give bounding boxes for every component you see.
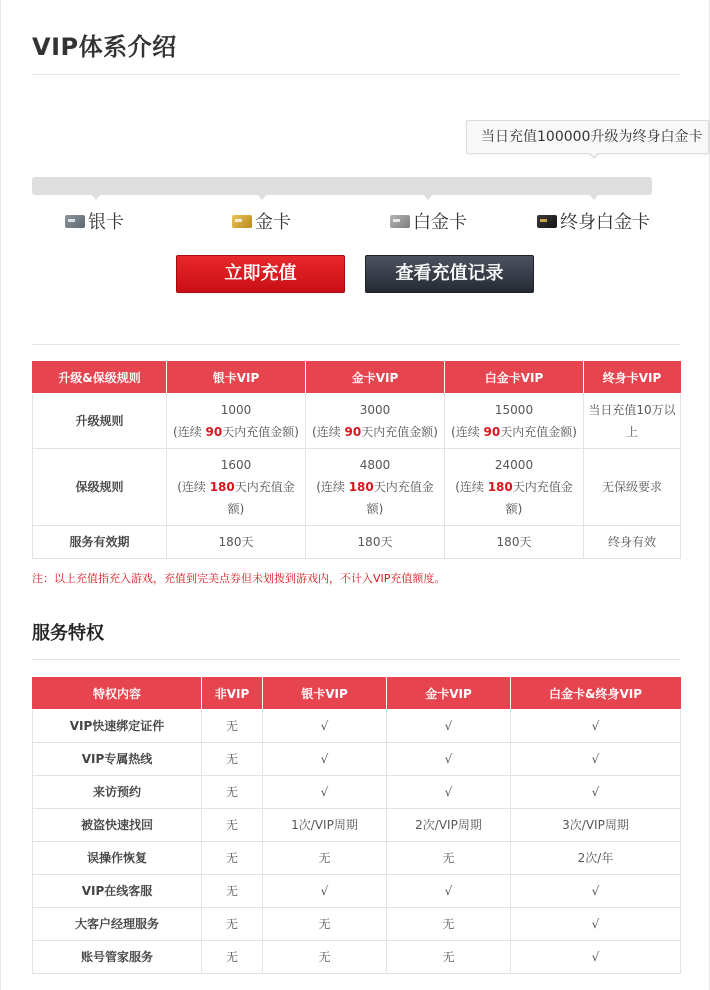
- amount: 4800: [359, 458, 391, 472]
- recharge-note: 注：以上充值指充入游戏，充值到完美点券但未划拨到游戏内，不计入VIP充值额度。: [32, 572, 446, 585]
- platinum-card-icon: [390, 215, 410, 228]
- table-header: 金卡VIP: [306, 361, 445, 394]
- privilege-value: √: [511, 743, 681, 776]
- privilege-value: 无: [263, 908, 387, 941]
- privilege-name: 误操作恢复: [33, 842, 202, 875]
- recharge-history-button[interactable]: 查看充值记录: [365, 255, 534, 293]
- table-row: [33, 809, 681, 842]
- cell-text: 天内充值金额): [366, 480, 434, 516]
- divider: [32, 659, 680, 660]
- table-header: 升级&保级规则: [33, 361, 167, 394]
- privilege-value: 无: [202, 875, 263, 908]
- privilege-value: √: [387, 776, 511, 809]
- cell-text: (连续: [177, 480, 210, 494]
- privilege-value: 无: [202, 710, 263, 743]
- privilege-value: √: [387, 875, 511, 908]
- privilege-value: 1次/VIP周期: [263, 809, 387, 842]
- table-header: 特权内容: [33, 677, 202, 710]
- amount: 15000: [494, 403, 534, 417]
- cell-text: (连续: [173, 425, 206, 439]
- days-highlight: 90: [205, 425, 223, 439]
- privilege-value: 3次/VIP周期: [511, 809, 681, 842]
- tooltip-arrow-fill: [589, 152, 599, 157]
- level-label: 白金卡: [413, 212, 467, 233]
- table-cell: 180天: [445, 526, 584, 559]
- table-header: 白金卡VIP: [445, 361, 584, 394]
- table-header: 金卡VIP: [387, 677, 511, 710]
- table-row: [33, 776, 681, 809]
- days-highlight: 180: [487, 480, 513, 494]
- privilege-value: 无: [387, 941, 511, 974]
- cell-text: 天内充值金额): [222, 425, 299, 439]
- privilege-value: √: [511, 908, 681, 941]
- level-platinum: [390, 209, 467, 233]
- divider: [32, 74, 680, 75]
- table-row: [33, 526, 681, 559]
- table-row: [33, 842, 681, 875]
- row-label: 服务有效期: [33, 526, 167, 559]
- table-row: [33, 394, 681, 449]
- privilege-value: √: [263, 875, 387, 908]
- table-header: 银卡VIP: [263, 677, 387, 710]
- silver-card-icon: [65, 215, 85, 228]
- table-row: [33, 449, 681, 526]
- level-tooltip: 当日充值100000升级为终身白金卡: [466, 120, 709, 154]
- table-cell: [445, 394, 584, 449]
- days-highlight: 90: [483, 425, 501, 439]
- divider: [32, 344, 680, 345]
- days-highlight: 180: [348, 480, 374, 494]
- table-cell: [445, 449, 584, 526]
- table-row: [33, 875, 681, 908]
- amount: 24000: [494, 458, 534, 472]
- section-title: 服务特权: [32, 623, 104, 644]
- cell-text: (连续: [312, 425, 345, 439]
- table-header: 非VIP: [202, 677, 263, 710]
- privilege-value: 2次/年: [511, 842, 681, 875]
- privilege-value: 无: [202, 908, 263, 941]
- privilege-value: √: [263, 743, 387, 776]
- amount: 1000: [220, 403, 252, 417]
- privilege-value: √: [511, 941, 681, 974]
- privilege-value: √: [511, 875, 681, 908]
- amount: 3000: [359, 403, 391, 417]
- privileges-table: [32, 677, 681, 974]
- days-highlight: 90: [344, 425, 362, 439]
- level-notch: [423, 194, 433, 200]
- privilege-name: 被盗快速找回: [33, 809, 202, 842]
- level-notch: [589, 194, 599, 200]
- table-cell: [306, 394, 445, 449]
- table-row: [33, 941, 681, 974]
- level-silver: [65, 209, 124, 233]
- level-notch: [257, 194, 267, 200]
- rules-table: [32, 361, 681, 559]
- table-row: [33, 908, 681, 941]
- cell-text: (连续: [316, 480, 349, 494]
- privilege-value: √: [387, 710, 511, 743]
- privilege-name: 来访预约: [33, 776, 202, 809]
- table-header-row: [33, 677, 681, 710]
- level-gold: [232, 209, 291, 233]
- privilege-name: 大客户经理服务: [33, 908, 202, 941]
- privilege-value: √: [263, 710, 387, 743]
- level-label: 银卡: [88, 212, 124, 233]
- table-header: 白金卡&终身VIP: [511, 677, 681, 710]
- table-header: 银卡VIP: [167, 361, 306, 394]
- privilege-name: VIP在线客服: [33, 875, 202, 908]
- privilege-value: 无: [263, 941, 387, 974]
- privilege-value: 2次/VIP周期: [387, 809, 511, 842]
- recharge-button[interactable]: 立即充值: [176, 255, 345, 293]
- amount: 1600: [220, 458, 252, 472]
- privilege-value: 无: [202, 842, 263, 875]
- days-highlight: 180: [209, 480, 235, 494]
- table-cell: [167, 449, 306, 526]
- privilege-value: 无: [202, 809, 263, 842]
- cell-text: 天内充值金额): [505, 480, 573, 516]
- table-row: [33, 743, 681, 776]
- level-lifetime: [537, 209, 650, 233]
- privilege-value: 无: [202, 776, 263, 809]
- cell-text: (连续: [455, 480, 488, 494]
- table-cell: 当日充值10万以上: [584, 394, 681, 449]
- table-cell: 180天: [306, 526, 445, 559]
- cell-text: 天内充值金额): [227, 480, 295, 516]
- table-cell: [306, 449, 445, 526]
- cell-text: 天内充值金额): [361, 425, 438, 439]
- page-title: VIP体系介绍: [32, 33, 177, 61]
- level-notch: [91, 194, 101, 200]
- privilege-name: VIP专属热线: [33, 743, 202, 776]
- privilege-value: 无: [263, 842, 387, 875]
- row-label: 升级规则: [33, 394, 167, 449]
- privilege-value: √: [511, 710, 681, 743]
- table-header: 终身卡VIP: [584, 361, 681, 394]
- privilege-value: 无: [387, 908, 511, 941]
- privilege-name: 账号管家服务: [33, 941, 202, 974]
- privilege-value: 无: [202, 743, 263, 776]
- table-row: [33, 710, 681, 743]
- level-progress-track: [32, 177, 652, 195]
- table-header-row: [33, 361, 681, 394]
- privilege-value: 无: [387, 842, 511, 875]
- privilege-name: VIP快速绑定证件: [33, 710, 202, 743]
- table-cell: 终身有效: [584, 526, 681, 559]
- table-cell: [167, 394, 306, 449]
- privilege-value: √: [387, 743, 511, 776]
- level-label: 终身白金卡: [560, 212, 650, 233]
- privilege-value: 无: [202, 941, 263, 974]
- level-label: 金卡: [255, 212, 291, 233]
- privilege-value: √: [263, 776, 387, 809]
- gold-card-icon: [232, 215, 252, 228]
- table-cell: 无保级要求: [584, 449, 681, 526]
- row-label: 保级规则: [33, 449, 167, 526]
- cell-text: 天内充值金额): [500, 425, 577, 439]
- lifetime-platinum-card-icon: [537, 215, 557, 228]
- privilege-value: √: [511, 776, 681, 809]
- table-cell: 180天: [167, 526, 306, 559]
- cell-text: (连续: [451, 425, 484, 439]
